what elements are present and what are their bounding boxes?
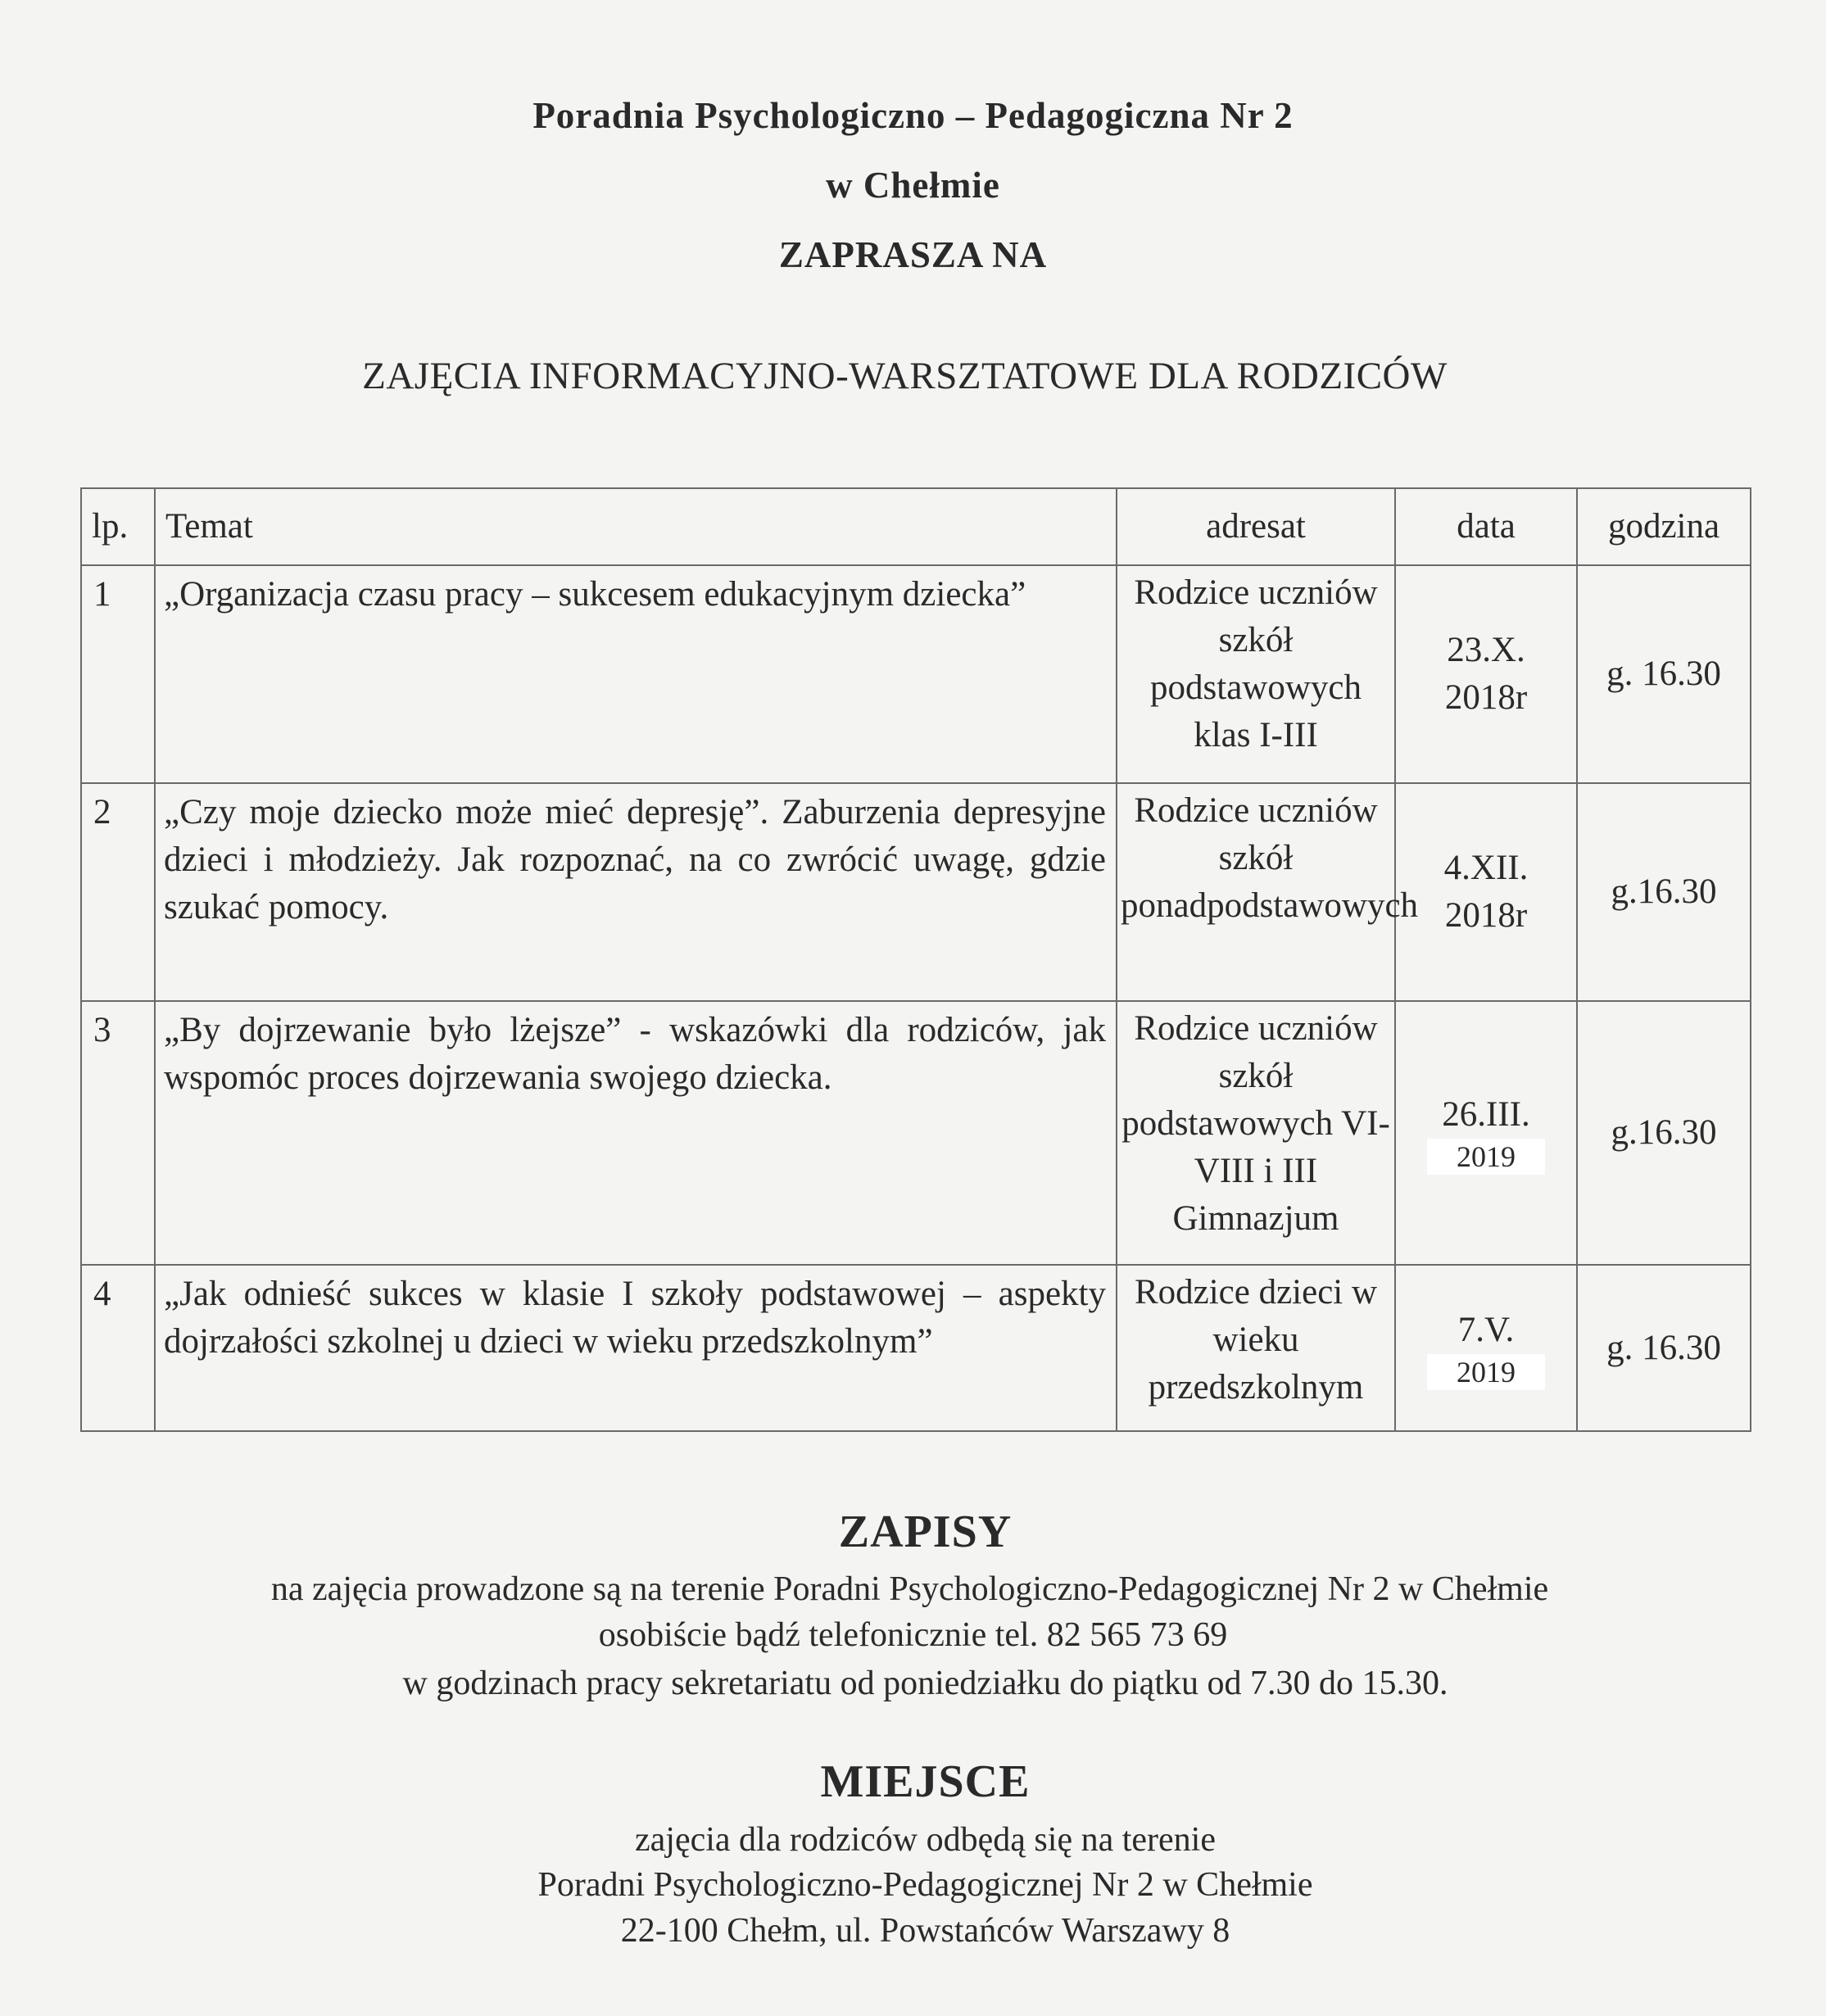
header-addressee: adresat [1117, 488, 1395, 565]
row-topic: „By dojrzewanie było lżejsze” - wskazówki dla rodziców, jak wspomóc proces dojrzewania swojego dziecka. [155, 1001, 1117, 1265]
row-topic: „Jak odnieść sukces w klasie I szkoły podstawowej – aspekty dojrzałości szkolnej u dzieci w wieku przedszkolnym” [155, 1265, 1117, 1431]
registration-line-1: na zajęcia prowadzone są na terenie Poradni Psychologiczno-Pedagogicznej Nr 2 w Chełmie [270, 1570, 1549, 1608]
row-number: 2 [81, 783, 155, 1001]
row-number: 1 [81, 565, 155, 783]
row-date-year: 2019 [1427, 1354, 1545, 1390]
institution-name: Poradnia Psychologiczno – Pedagogiczna Nr 2 [532, 95, 1294, 136]
header-hour: godzina [1577, 488, 1751, 565]
row-topic: „Organizacja czasu pracy – sukcesem edukacyjnym dziecka” [155, 565, 1117, 783]
location-line-2: Poradni Psychologiczno-Pedagogicznej Nr 2 w Chełmie [537, 1866, 1313, 1904]
row-date-day: 26.III. [1442, 1095, 1530, 1134]
registration-line-3: w godzinach pracy sekretariatu od poniedziałku do piątku od 7.30 do 15.30. [402, 1665, 1448, 1702]
row-date-year: 2018r [1444, 678, 1528, 717]
row-date [1395, 1265, 1577, 1431]
location-title: MIEJSCE [820, 1756, 1031, 1807]
row-date-year: 2018r [1444, 896, 1528, 935]
row-date-year: 2019 [1427, 1139, 1545, 1175]
location-line-3: 22-100 Chełm, ul. Powstańców Warszawy 8 [620, 1912, 1230, 1950]
table-header-row [81, 488, 1751, 565]
row-hour: g.16.30 [1577, 783, 1751, 1001]
registration-title: ZAPISY [838, 1506, 1013, 1557]
header-lp: lp. [81, 488, 155, 565]
row-number: 4 [81, 1265, 155, 1431]
row-addressee: Rodzice uczniów szkół podstawowych VI-VIII i III Gimnazjum [1117, 1001, 1395, 1265]
table-row [81, 565, 1751, 783]
table-row [81, 1001, 1751, 1265]
invitation-heading: ZAPRASZA NA [778, 234, 1048, 275]
header-topic: Temat [155, 488, 1117, 565]
row-addressee: Rodzice uczniów szkół podstawowych klas I-III [1117, 565, 1395, 783]
row-hour: g. 16.30 [1577, 565, 1751, 783]
row-date [1395, 565, 1577, 783]
row-date-day: 7.V. [1457, 1310, 1515, 1349]
row-hour: g.16.30 [1577, 1001, 1751, 1265]
header-date: data [1395, 488, 1577, 565]
row-date-day: 4.XII. [1443, 849, 1529, 887]
row-number: 3 [81, 1001, 155, 1265]
row-date-day: 23.X. [1447, 631, 1525, 669]
institution-city: w Chełmie [826, 165, 1000, 206]
table-row [81, 783, 1751, 1001]
row-date [1395, 1001, 1577, 1265]
row-addressee: Rodzice uczniów szkół ponadpodstawowych [1117, 783, 1395, 1001]
location-line-1: zajęcia dla rodziców odbędą się na terenie [635, 1821, 1216, 1859]
row-topic: „Czy moje dziecko może mieć depresję”. Zaburzenia depresyjne dzieci i młodzieży. Jak rozpoznać, na co zwrócić uwagę, gdzie szukać pomocy. [155, 783, 1117, 1001]
row-date [1395, 783, 1577, 1001]
row-addressee: Rodzice dzieci w wieku przedszkolnym [1117, 1265, 1395, 1431]
registration-line-2: osobiście bądź telefonicznie tel. 82 565 73 69 [598, 1616, 1228, 1654]
table-row [81, 1265, 1751, 1431]
schedule-table [80, 487, 1751, 1432]
row-hour: g. 16.30 [1577, 1265, 1751, 1431]
document-subtitle: ZAJĘCIA INFORMACYJNO-WARSZTATOWE DLA RODZICÓW [362, 355, 1448, 397]
